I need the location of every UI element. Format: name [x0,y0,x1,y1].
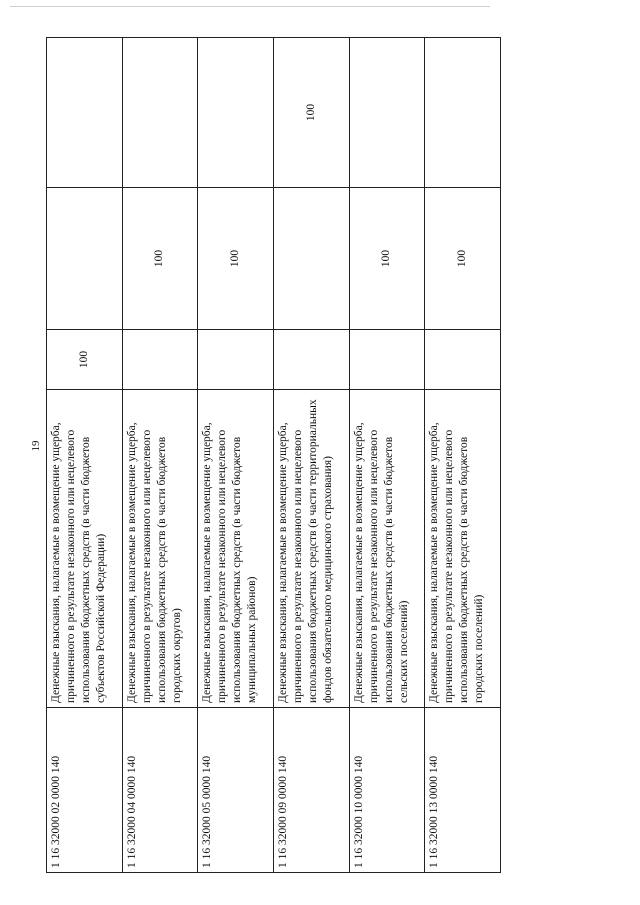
row-value-2 [273,188,349,330]
row-code: 1 16 32000 09 0000 140 [273,708,349,873]
row-value-3 [47,38,123,188]
table-row [273,38,349,873]
row-name: Денежные взыскания, налагаемые в возмещение ущерба, причиненного в результате незаконного или нецелевого использования бюджетных средств (в части бюджетов городских поселений) [425,390,501,708]
row-value-3 [122,38,198,188]
row-value-3 [198,38,274,188]
document-page [46,38,501,873]
page-number: 19 [30,440,42,452]
row-code: 1 16 32000 10 0000 140 [349,708,425,873]
row-name: Денежные взыскания, налагаемые в возмещение ущерба, причиненного в результате незаконного или нецелевого использования бюджетных средств (в части бюджетов сельских поселений) [349,390,425,708]
budget-codes-table [46,37,501,873]
row-name: Денежные взыскания, налагаемые в возмещение ущерба, причиненного в результате незаконного или нецелевого использования бюджетных средств (в части территориальных фондов обязательного медицинского страхования) [273,390,349,708]
row-value-2 [47,188,123,330]
table-row [122,38,198,873]
rotated-table-container [46,38,501,873]
row-value-1 [273,330,349,390]
row-code: 1 16 32000 13 0000 140 [425,708,501,873]
row-value-2: 100 [122,188,198,330]
row-value-1 [425,330,501,390]
row-value-1 [349,330,425,390]
row-code: 1 16 32000 02 0000 140 [47,708,123,873]
row-value-3 [349,38,425,188]
row-value-2: 100 [425,188,501,330]
row-value-1 [122,330,198,390]
row-value-1: 100 [47,330,123,390]
row-value-2: 100 [198,188,274,330]
row-value-2: 100 [349,188,425,330]
row-value-3: 100 [273,38,349,188]
table-row [198,38,274,873]
row-code: 1 16 32000 04 0000 140 [122,708,198,873]
row-code: 1 16 32000 05 0000 140 [198,708,274,873]
row-value-3 [425,38,501,188]
row-name: Денежные взыскания, налагаемые в возмещение ущерба, причиненного в результате незаконного или нецелевого использования бюджетных средств (в части бюджетов субъектов Российской Федерации) [47,390,123,708]
table-row [349,38,425,873]
row-value-1 [198,330,274,390]
table-row [425,38,501,873]
row-name: Денежные взыскания, налагаемые в возмещение ущерба, причиненного в результате незаконного или нецелевого использования бюджетных средств (в части бюджетов городских округов) [122,390,198,708]
table-row [47,38,123,873]
scan-top-edge [10,6,490,7]
row-name: Денежные взыскания, налагаемые в возмещение ущерба, причиненного в результате незаконного или нецелевого использования бюджетных средств (в части бюджетов муниципальных районов) [198,390,274,708]
